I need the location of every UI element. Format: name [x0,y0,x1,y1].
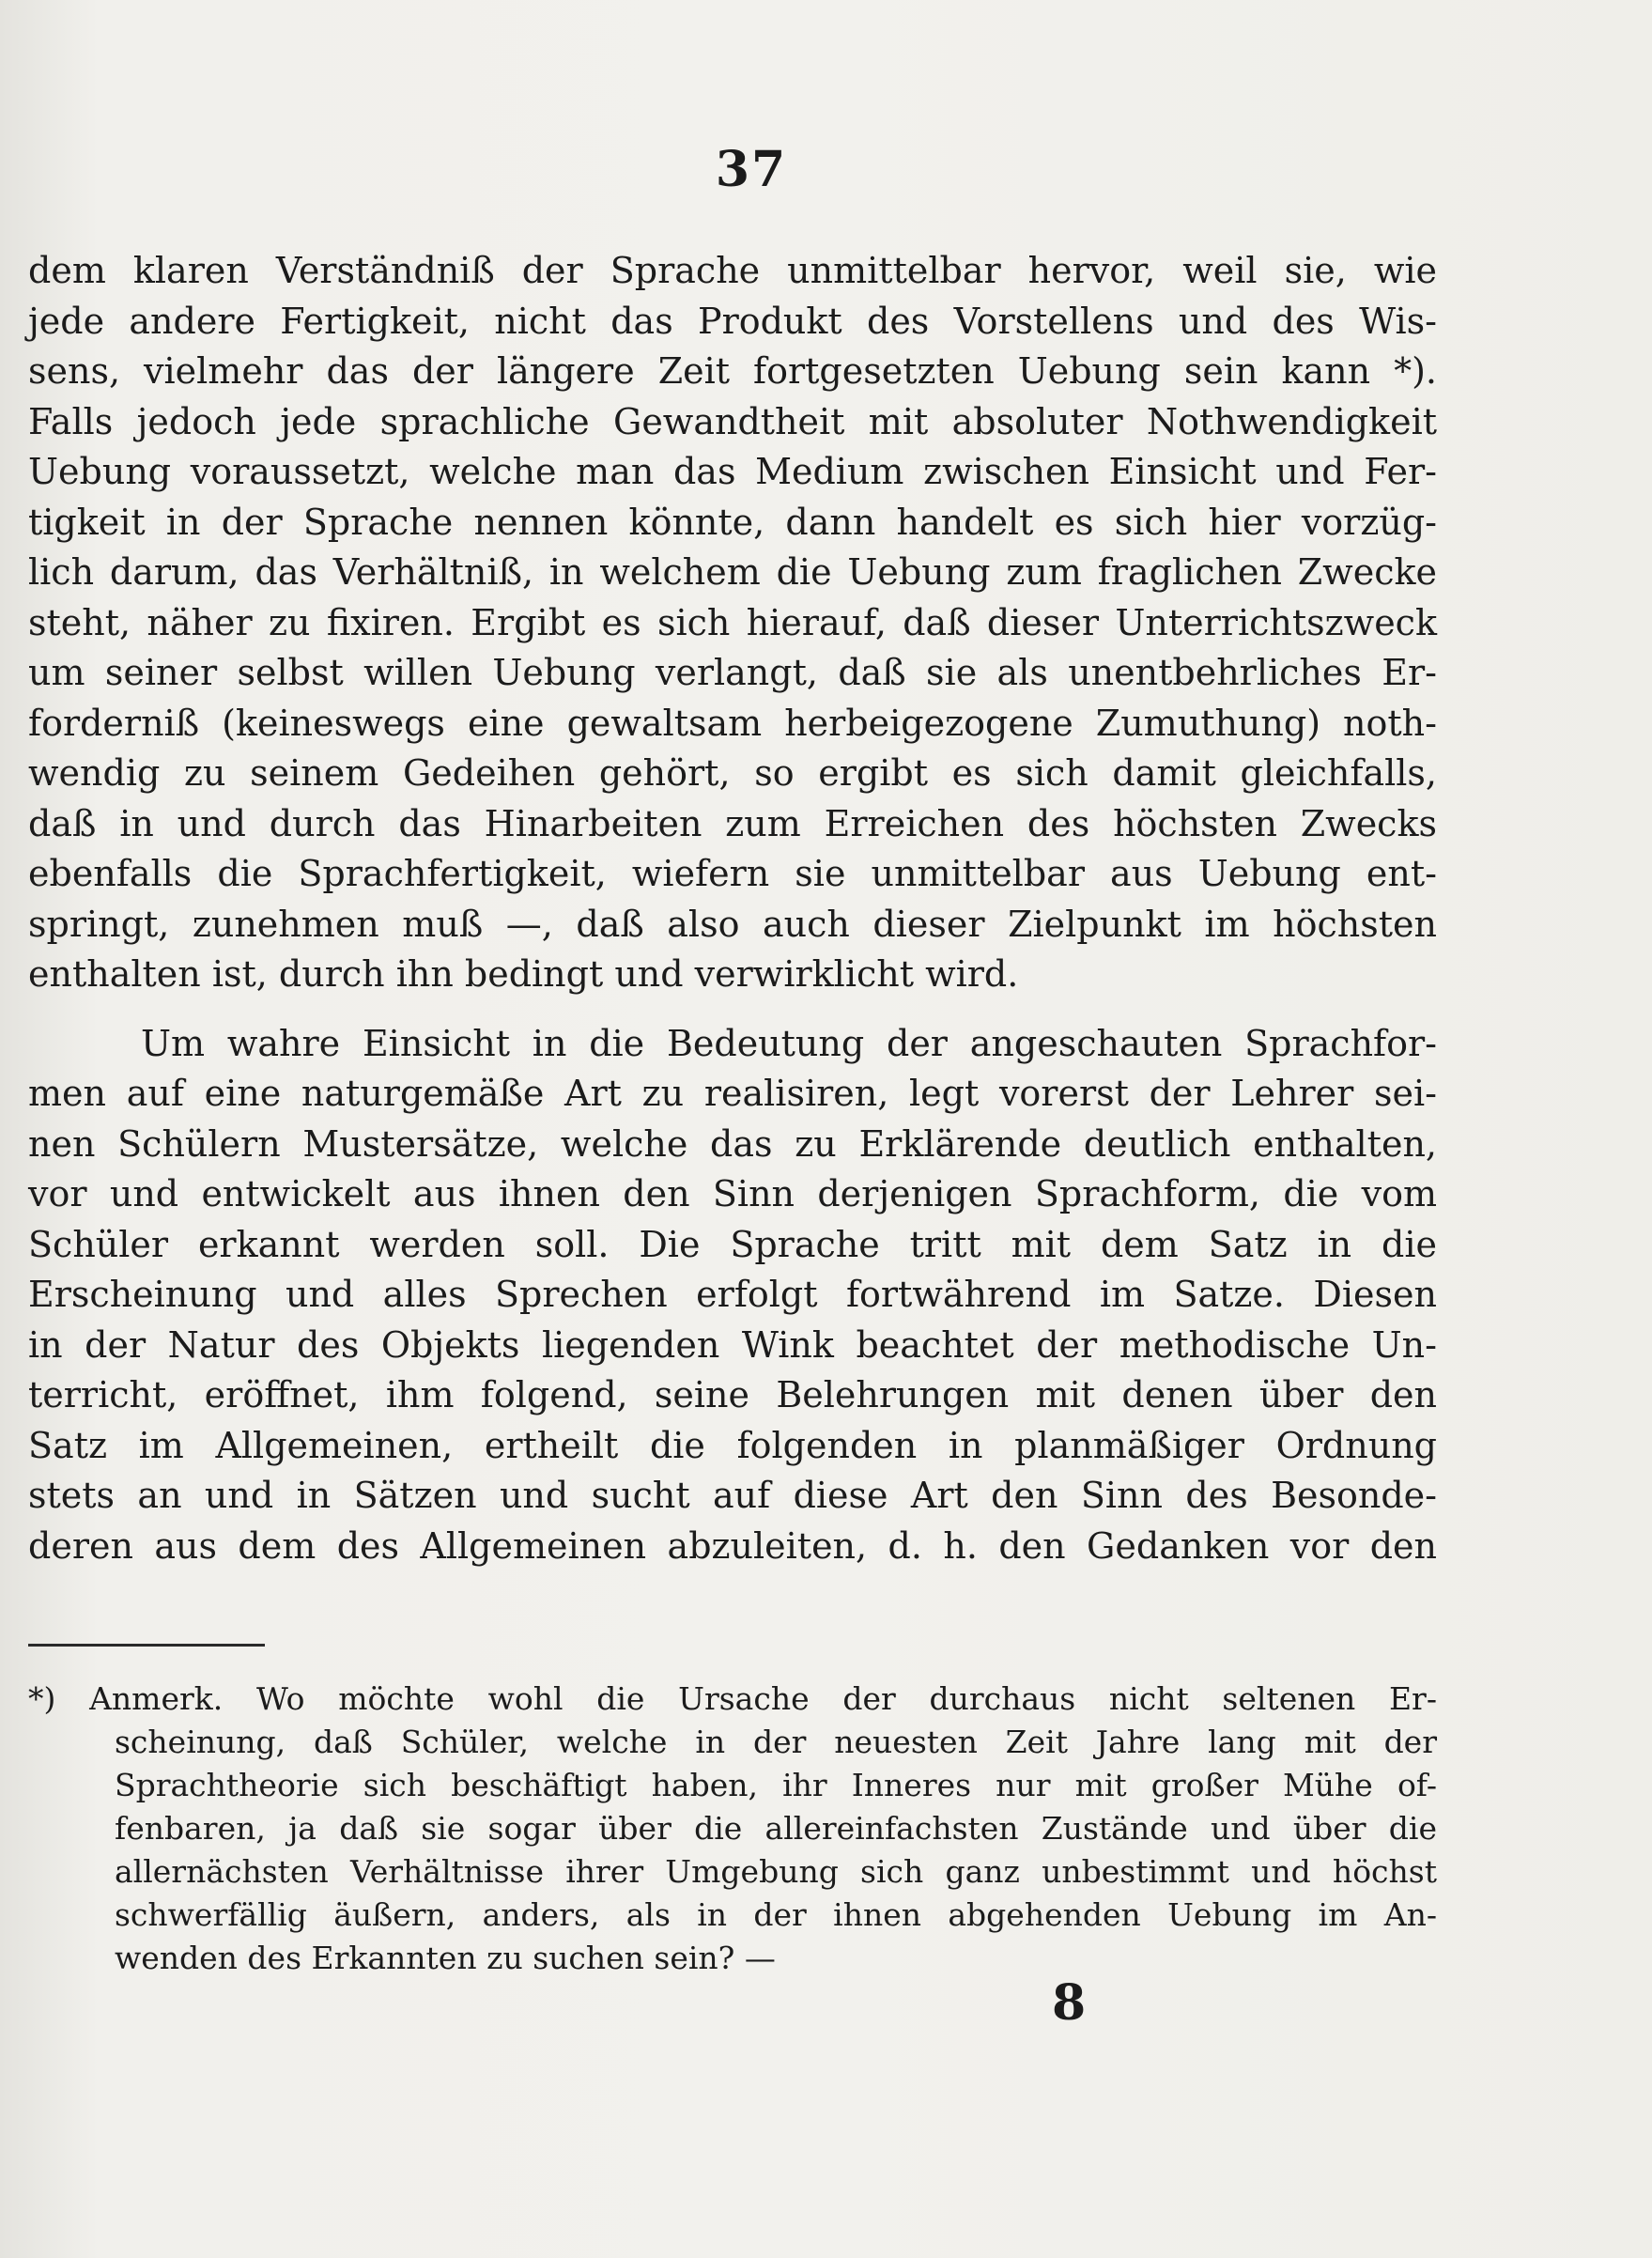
text-line: Falls jedoch jede sprachliche Gewandtheit mit absoluter Nothwendigkeit [28,400,1437,442]
footnote-divider [28,1644,265,1647]
text-line: Satz im Allgemeinen, ertheilt die folgenden in planmäßiger Ordnung [28,1424,1437,1466]
footnote-line: fenbaren, ja daß sie sogar über die allereinfachsten Zustände und über die [115,1810,1437,1847]
footnote-line: *) Anmerk. Wo möchte wohl die Ursache der durchaus nicht seltenen Er- [28,1680,1437,1717]
footnote-line: scheinung, daß Schüler, welche in der neuesten Zeit Jahre lang mit der [115,1724,1437,1760]
text-line: dem klaren Verständniß der Sprache unmittelbar hervor, weil sie, wie [28,250,1437,291]
main-text [28,246,1437,1571]
footnote [28,1678,1437,1980]
text-line: daß in und durch das Hinarbeiten zum Erreichen des höchsten Zwecks [28,802,1437,844]
text-line: Schüler erkannt werden soll. Die Sprache tritt mit dem Satz in die [28,1223,1437,1265]
text-line: forderniß (keineswegs eine gewaltsam herbeigezogene Zumuthung) noth- [28,702,1437,744]
text-line: springt, zunehmen muß —, daß also auch dieser Zielpunkt im höchsten [28,903,1437,945]
text-line: in der Natur des Objekts liegenden Wink beachtet der methodische Un- [28,1323,1437,1366]
text-line: vor und entwickelt aus ihnen den Sinn derjenigen Sprachform, die vom [28,1173,1437,1214]
text-line: Um wahre Einsicht in die Bedeutung der angeschauten Sprachfor- [141,1022,1437,1064]
text-line: terricht, eröffnet, ihm folgend, seine Belehrungen mit denen über den [28,1374,1437,1415]
text-line: nen Schülern Mustersätze, welche das zu Erklärende deutlich enthalten, [28,1122,1437,1165]
text-line: Uebung voraussetzt, welche man das Medium zwischen Einsicht und Fer- [28,451,1437,492]
text-line: enthalten ist, durch ihn bedingt und verwirklicht wird. [28,953,1019,995]
text-line: Erscheinung und alles Sprechen erfolgt fortwährend im Satze. Diesen [28,1274,1437,1315]
paragraph-gap [28,1000,1437,1019]
footnote-line: Sprachtheorie sich beschäftigt haben, ihr Inneres nur mit großer Mühe of- [115,1767,1437,1803]
text-line: um seiner selbst willen Uebung verlangt, daß sie als unentbehrliches Er- [28,652,1437,693]
text-line: wendig zu seinem Gedeihen gehört, so ergibt es sich damit gleichfalls, [28,752,1437,794]
text-line: steht, näher zu fixiren. Ergibt es sich hierauf, daß dieser Unterrichtszweck [28,601,1437,643]
text-line: men auf eine naturgemäße Art zu realisiren, legt vorerst der Lehrer sei- [28,1073,1437,1114]
page-number: 37 [715,141,788,198]
signature-mark: 8 [1052,1974,1087,2032]
text-line: sens, vielmehr das der längere Zeit fortgesetzten Uebung sein kann *). [28,350,1437,392]
footnote-line: schwerfällig äußern, anders, als in der ihnen abgehenden Uebung im An- [115,1896,1437,1933]
text-line: lich darum, das Verhältniß, in welchem die Uebung zum fraglichen Zwecke [28,551,1437,593]
footnote-line: wenden des Erkannten zu suchen sein? — [115,1940,776,1976]
text-line: stets an und in Sätzen und sucht auf diese Art den Sinn des Besonde- [28,1475,1437,1516]
text-line: deren aus dem des Allgemeinen abzuleiten, d. h. den Gedanken vor den [28,1524,1437,1567]
text-line: tigkeit in der Sprache nennen könnte, dann handelt es sich hier vorzüg- [28,501,1437,543]
text-line: jede andere Fertigkeit, nicht das Produkt des Vorstellens und des Wis- [28,300,1437,342]
text-line: ebenfalls die Sprachfertigkeit, wiefern sie unmittelbar aus Uebung ent- [28,853,1437,894]
footnote-line: allernächsten Verhältnisse ihrer Umgebung sich ganz unbestimmt und höchst [115,1853,1437,1890]
